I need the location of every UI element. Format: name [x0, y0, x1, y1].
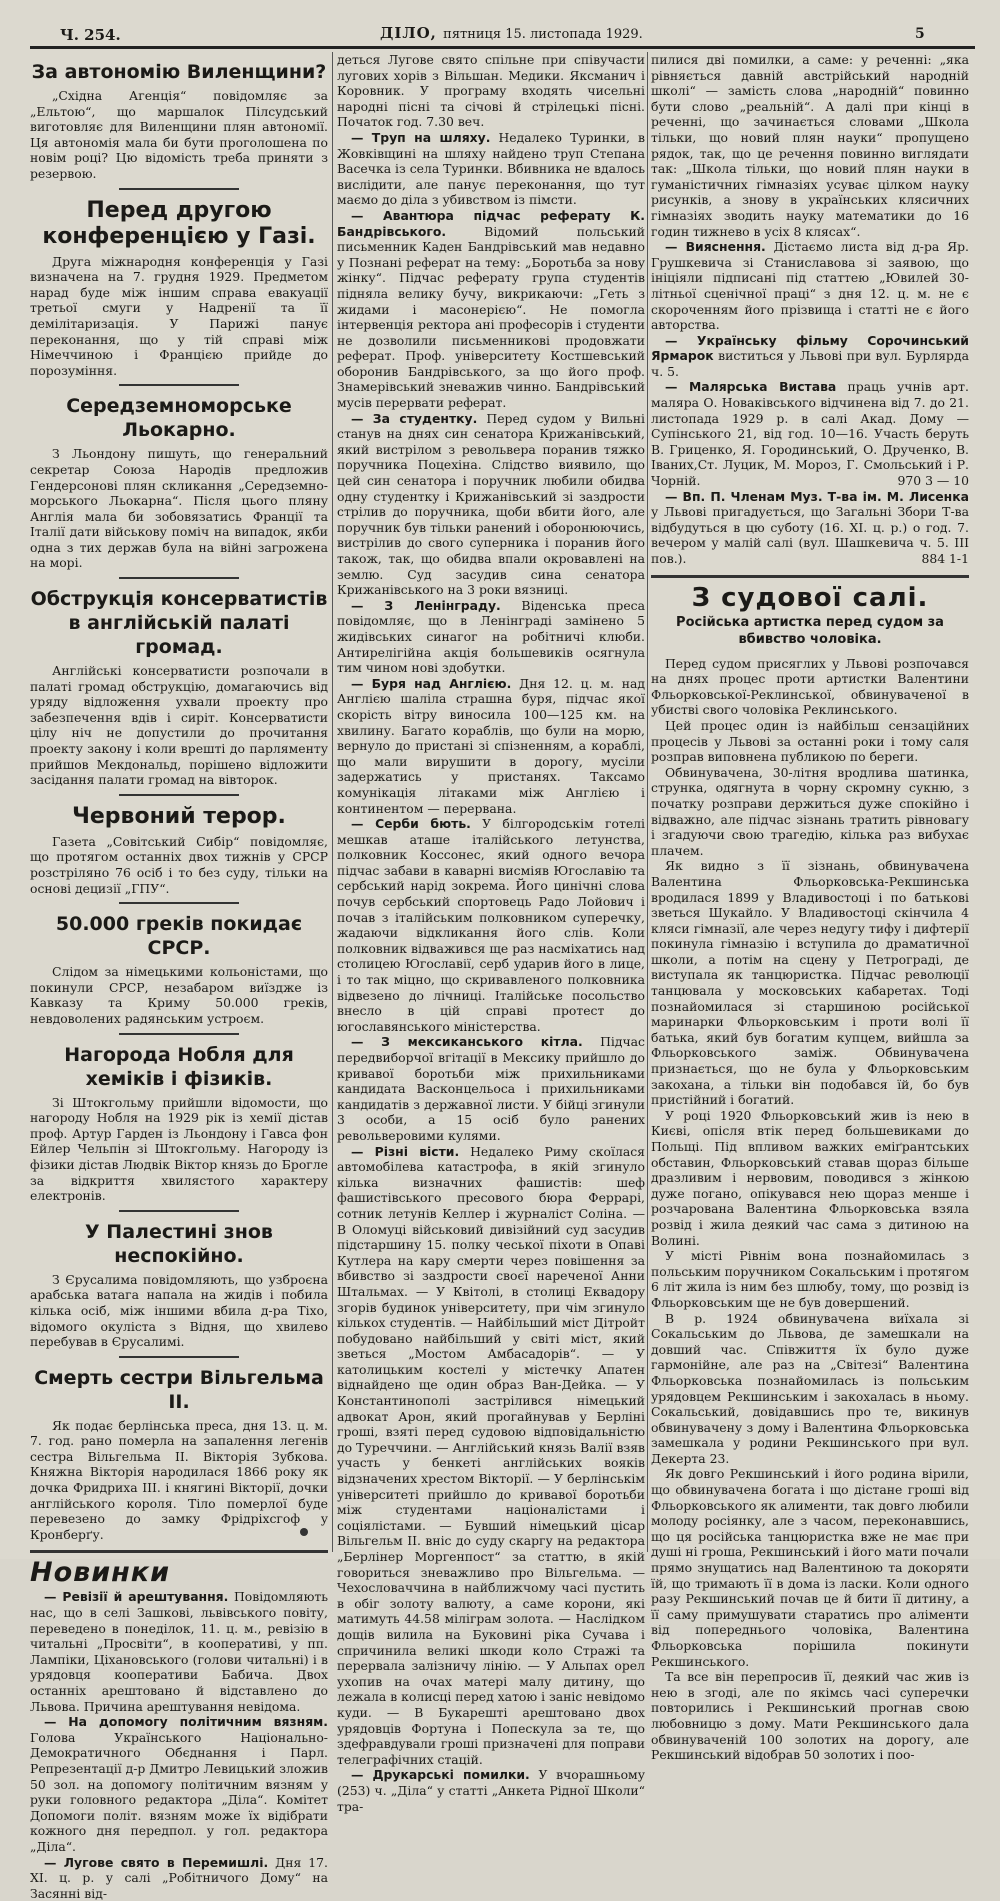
- news-item: [337, 816, 645, 1034]
- news-lead: — Друкарські помилки.: [351, 1767, 530, 1783]
- news-lead: — Вп. П. Членам Муз. Т-ва ім. М. Лисенка: [665, 488, 969, 504]
- article-text: Друга міжнародня конференція у Газі визначена на 7. грудня 1929. Предметом нарад буде між іншим справа евакуації третьої смуги у Надренії та її демілітаризація. У Парижі панує переконання, що у тій справі між Німеччиною і Францією прийде до порозуміння.: [30, 253, 328, 378]
- article-title: У Палестині знов неспокійно.: [85, 1220, 273, 1267]
- news-item: [337, 1034, 645, 1143]
- news-text: У білгородськім готелі мешкав аташе італійського летунства, полковник Коссонес, який одного вечора підчас забави в каварні висміяв Югославію та сербський нарід зокрема. Його цинічні слова почув сербський спортовець Радо Лойович і почав з італійським полковником суперечку, жадаючи відкликання його слів. Коли полковник відважився ще раз насміхатись над столицею Югославії, серб ударив його в лице, і то так міцно, що скривавленого полковника відвезено до лічниці. Італійське посольство внесло в цій справі протест до югославянського міністерства.: [337, 816, 645, 1034]
- issue-number: Ч. 254.: [60, 26, 121, 44]
- news-lead: — Труп на шляху.: [351, 129, 491, 145]
- article-title: Червоний терор.: [72, 803, 286, 829]
- article-text: Слідом за німецькими кольоністами, що покинули СРСР, незабаром виїздже із Кавказу та Криму 50.000 греків, невдоволених радянським устроєм.: [30, 964, 328, 1026]
- article-title: Середземноморське Льокарно.: [66, 395, 292, 442]
- paper-title: ДІЛО,: [380, 24, 437, 42]
- ad-code: 970 3 — 10: [897, 473, 969, 489]
- news-text: Відомий польський письменник Каден Бандрівський мав недавно у Познані реферат на тему: „Боротьба за нову жінку“. Підчас реферату група студентів підняла велику бучу, викрикаючи: „Геть з жидами і масонерією“. Не помогла інтервенція ректора ані професорів і студенти не дозволили письменникові продовжати реферат. Проф. університету Костшевський оборонив Бандрівського, за що його проф. Знамерівський зневажив чинно. Бандрівський мусів перервати реферат.: [337, 223, 645, 411]
- news-list: [30, 1589, 328, 1901]
- news-text: пилися дві помилки, а саме: у реченні: „яка рівняється давній австрійський народній школі“ — замість слова „народній“ повинно бути слово „реальній“. А далі при кінці в реченні, що зачинається словами „Школа тільки, що новий плян науки“ пропущено рядок, так, що це речення повинно виглядати так: „Школа тільки, що новий плян науки в гуманістичних гімназіях усуває цілком науку рисунків, а знову в українських клясичних гімназіях зводить науку математики до 16 годин тижнево в усіх 8 клясах“.: [651, 52, 969, 239]
- article-text: Газета „Совітський Сибір“ повідомляє, що протягом останніх двох тижнів у СРСР розстріляно 76 осіб і то без суду, тільки на основі децизії „ГПУ“.: [30, 833, 328, 896]
- article-text: У місті Рівнім вона познайомилась з польським поручником Сокальським і протягом 6 літ жила із ним без шлюбу, тому, що розвід із Фльорковським ще не був довершений.: [651, 1248, 969, 1310]
- news-item: [651, 239, 969, 333]
- separator: [119, 902, 239, 904]
- news-item: [337, 208, 645, 411]
- article-title: Нагорода Нобля для хеміків і фізиків.: [64, 1043, 294, 1090]
- news-lead: — З Ленінграду.: [351, 597, 501, 613]
- news-item: [337, 411, 645, 598]
- section-title-court: З судової салі.: [691, 582, 929, 613]
- separator: [119, 1033, 239, 1035]
- news-item: [337, 1767, 645, 1814]
- page-header: [0, 0, 1000, 52]
- news-text: Голова Українського Національно-Демократичного Обєднання і Парл. Репрезентації д-р Дмитро Левицький зложив 50 зол. на допомогу політичним вязням у руки головного редактора „Діла“. Комітет Допомоги політ. вязням може їх відібрати кожного дня передпол. у гол. редактора „Діла“.: [30, 1729, 328, 1854]
- news-item: [30, 1855, 328, 1901]
- column-1: [30, 52, 328, 1901]
- article-text: „Східна Агенція“ повідомляє за „Ельтою“, що маршалок Пілсудський виготовляє для Виленщини плян автономії. Ця автономія мала би бути проголошена по новім році? Цю відомість треба приняти з резервою.: [30, 88, 328, 181]
- news-text: У вчорашньому (253) ч. „Діла“ у статті „Анкета Рідної Школи“ тра-: [337, 1767, 645, 1814]
- section-rule: [651, 575, 969, 578]
- section-rule: [30, 1550, 328, 1553]
- separator: [119, 384, 239, 386]
- news-text: Повідомляють нас, що в селі Зашкові, львівського повіту, переведено в понеділок, 11. ц. м., ревізію в читальні „Просвіти“, в кооперативі, у пп. Лампіки, Ціхановського (голови читальні) і в урядовця кооперативи Бабича. Двох останніх арештовано й відставлено до Львова. Причина арештування невідома.: [30, 1589, 328, 1714]
- article-text: Обвинувачена, 30-літня вродлива шатинка, струнка, одягнута в чорну скромну сукню, з початку розправи держиться дуже спокійно і відважно, але підчас зізнань тратить рівновагу і згадуючи свою трагедію, кілька раз вибухає плачем.: [651, 764, 969, 858]
- article-text: Англійські консерватисти розпочали в палаті громад обструкцію, домагаючись від уряду відложення ухвали проекту про забезпечення вдів і сиріт. Консерватисти цілу ніч не допустили до прочитання проекту закону і коли врешті до парляменту прийшов Мекдональд, порішено відложити засідання палати громад на вівторок.: [30, 663, 328, 788]
- news-text: Віденська преса повідомляє, що в Ленінграді замінено 5 жидівських синагог на робітничі клюби. Антирелігійна акція большевиків осягнула тим чином нові здобутки.: [337, 597, 645, 676]
- masthead: [380, 24, 643, 42]
- news-lead: — Авантюра підчас реферату К. Бандрівського.: [337, 207, 645, 239]
- article-title: Обструкція консерватистів в англійській палаті громад.: [30, 588, 328, 659]
- article-text: Зі Штокгольму прийшли відомости, що нагороду Нобля на 1929 рік із хемії дістав проф. Артур Гарден із Льондону і Гавса фон Ейлер Чельпін зі Штокгольму. Нагороду із фізики дістав Людвік Віктор князь до Брогле за відкриття хвилястого характеру електронів.: [30, 1094, 328, 1204]
- news-lead: — Малярська Виставa: [665, 379, 837, 395]
- news-item: [651, 333, 969, 380]
- section-title-news: Новинки: [30, 1557, 171, 1589]
- news-text: виститься у Львові при вул. Бурлярда ч. 5.: [651, 348, 969, 379]
- news-item: [337, 598, 645, 676]
- news-text: Дня 12. ц. м. над Англією шаліла страшна буря, підчас якої скорість вітру виносила 100—125 км. на хвилину. Багато кораблів, що були на морю, вернуло до пристані зі спізненням, а кораблі, що мали вирушити в дорогу, мусіли задержатись у пристанях. Таксамо комунікація літаками між Англією і континентом — перервана.: [337, 675, 645, 816]
- separator: [119, 1356, 239, 1358]
- separator: [119, 794, 239, 796]
- ad-code: 884 1-1: [921, 551, 969, 566]
- news-item: [30, 1589, 328, 1714]
- article-title: Перед другою конференцією у Газі.: [42, 197, 316, 249]
- news-text: Недалеко Риму скоїлася автомобілева катастрофа, в якій згинуло кілька визначних фашистів: шеф фашистівського пресового бюра Феррарі, сотник летунів Келлер і журналіст Соліна. — В Оломуці військовий дивізійний суд засудив підстаршину 15. полку чеської піхоти в Опаві Кутлера на кару смерти через повішення за вбивство зі заздрости своєї нареченої Анни Штальмах. — У Квітолі, в столиці Еквадору згорів будинок університету, при чім згинуло кількох студентів. — Найбільший міст Дітройт побудовано найбільший у світі міст, який зветься „Мостом Амбасадорів“. — У католицьким костелі у містечку Апатен віднайдено ще один образ Ван-Дейка. — У Константинополі застрілився німецький адвокат Арон, який прогайнував у Берліні гроші, взяті перед судовою відповідальністю до Туреччини. — Англійський князь Валії взяв участь у бенкеті англійських вояків відзначених хрестом Вікторії. — У берлінськім університеті прийшло до кривавої боротьби між студентами націоналістами і соціялістами. — Бувший німецький цісар Вільгельм II. вніс до суду скаргу на редактора „Берлінер Моргенпост“ за статтю, в якій говориться зневажливо про Вільгельма. — Чехословаччина в найближчому часі пустить в обіг золоту валюту, а саме корони, які матимуть 44.58 міліграм золота. — Наслідком дощів вилила на Буковині ріка Сучава і спричинила великі шкоди коло Стражі та перервала залізничу лінію. — У Альпах орел ухопив на очах матері малу дитину, що лежала в колисці перед хатою і заніс невідомо куди. — В Букарешті арештовано двох урядовців Фортуна і Попескула за те, що здефравдували гроші призначені для поправи телеграфічних стацій.: [337, 1143, 645, 1767]
- column-2: [337, 52, 645, 1814]
- article-text: Як видно з її зізнань, обвинувачена Валентина Фльорковська-Рекшинська вродилася 1899 у Владивостоці і по батькові зветься Шукайло. У Владивостоці скінчила 4 кляси гімназії, але через недугу тифу і дифтерії покинула гімназію і вступила до драматичної школи, а потім на сцену у Петроградi, де виступала як танцюристка. Підчас революції танцювала у московських кабаретах. Тоді познайомилася зі старшиною російської маринарки Фльорковським і проти волі її батька, який був богатим купцем, вийшла за Фльорковського заміж. Обвинувачена признається, що не була у Фльорковським закохана, а тільки він подобався їй, бо був пристійний і богатий.: [651, 858, 969, 1108]
- column-3: [651, 52, 969, 1763]
- news-item: [337, 130, 645, 208]
- news-lead: — Буря над Англією.: [351, 675, 512, 691]
- news-text: Підчас передвиборчої вгітації в Мексику прийшло до кривавої боротьби між прихильниками кандидата Васконцельоса і прихильниками кандидатів з державної листи. У бійці згинули 3 особи, а 15 осіб було ранених револьверовими кулями.: [337, 1034, 645, 1143]
- page-number: 5: [915, 26, 925, 42]
- article-text: З Льондону пишуть, що генеральний секретар Союза Народів предложив Гендерсонові плян скликання „Середземно-морського Льокарна“. Після цього пляну Англія мала би зобовязатись Франції та Італії дати військову поміч на випадок, якби одна з тих держав була на війні загрожена на морі.: [30, 446, 328, 571]
- article-title: За автономію Виленщини?: [31, 61, 327, 83]
- news-text: Перед судом у Вильні станув на днях син сенатора Крижанівський, який вистрілом з револьвера поранив тяжко поручника Поцехіна. Слідство виявило, що цей син сенатора і поручник любили обидва одну студентку і Крижанівський зі заздрости стрілив до поручника, щоби вбити його, але поручник був тільки ранений і оборонюючись, вистрілив до свого суперника і поранив його також, так, що обидва впали окровавлені на землю. Суд засудив сина сенатора Крижанівського на 3 роки вязниці.: [337, 410, 645, 598]
- news-text: Дістаємо листа від д-ра Яр. Грушкевича зі Станиславова зі заявою, що ініціяли підписані під статтею „Ювилей 30-літньої сценічної праці“ з дня 12. ц. м. не є скороченням його прізвища і статті не є його авторства.: [651, 239, 969, 333]
- news-text: Недалеко Туринки, в Жовківщині на шляху найдено труп Степана Васечка із села Туринки. Вбивника не вдалось вислідити, але панує переконання, що тут маємо до діла з убивством із пімсти.: [337, 129, 645, 208]
- article-text: Та все він перепросив її, деякий час жив із нею в згоді, але по якімсь часі суперечки повторились і Рекшинський прогнав свою любовницю з дому. Мати Рекшинського дала обвинуваченій 100 золотих на дорогу, але Рекшинський відобрав 50 золотих і поо-: [651, 1669, 969, 1763]
- column-rule: [647, 52, 648, 1552]
- article-title: 50.000 греків покидає СРСР.: [55, 913, 303, 960]
- article-text: З Єрусалима повідомляють, що узброєна арабська ватага напала на жидів і побила кілька осіб, між іншими вбила д-ра Тіхо, відомого окуліста з Відня, що хвилево перебував в Єрусалимі.: [30, 1271, 328, 1350]
- header-rule: [30, 46, 975, 49]
- news-lead: — За студентку.: [351, 410, 478, 426]
- court-subtitle: Російська артистка перед судом за вбивство чоловіка.: [676, 614, 944, 647]
- news-lead: — Вияснення.: [665, 239, 766, 255]
- issue-date: пятниця 15. листопада 1929.: [443, 27, 643, 42]
- news-lead: — Ревізії й арештування.: [44, 1589, 229, 1605]
- news-text: у Львові пригадується, що Загальні Збори Т-ва відбудуться в цю суботу (16. XI. ц. р.) о год. 7. вечером у малій салі (вул. Шашкевича ч. 5. III пов.).: [651, 504, 969, 566]
- news-item: [337, 676, 645, 816]
- news-item: [337, 1144, 645, 1768]
- article-text: У році 1920 Фльорковський жив із нею в Києві, опісля втік перед большевиками до Польщі. Під впливом важких еміґрантських обставин, Фльорковський ставав щораз більше дразливим і нервовим, поводився з жінкою дуже погано, опікувався нею щораз менше і розчарована Валентина Фльорковська взяла розвід і жила деякий час сама з дитиною на Волині.: [651, 1107, 969, 1248]
- column-rule: [332, 52, 333, 1552]
- separator: [119, 188, 239, 190]
- article-text: Перед судом присяглих у Львові розпочався на днях процес проти артистки Валентини Фльорковської-Реклинської, обвинуваченої в убистві свого чоловіка Реклинського.: [651, 655, 969, 718]
- news-text: деться Лугове свято спільне при співучасти лугових хорів з Вільшан. Медики. Яксманич і Коровник. У програму входять чисельні народні пісні та січові й стрілецькі пісні. Початок год. 7.30 веч.: [337, 52, 645, 130]
- news-lead: — На допомогу політичним вязням.: [44, 1714, 328, 1730]
- article-text: Цей процес один із найбільш сензаційних процесів у Львові за останні роки і тому саля розправ виповнена публикою по береги.: [651, 717, 969, 765]
- article-title: Смерть сестри Вільгельма II.: [34, 1366, 324, 1413]
- news-lead: — Лугове свято в Перемишлі.: [44, 1854, 269, 1870]
- news-text: Дня 17. XI. ц. р. у салі „Робітничого Дому“ на Засянні від-: [30, 1854, 328, 1901]
- news-lead: — Українську фільму Сорочинський Ярмарок: [651, 332, 969, 364]
- article-text: Як подає берлінська преса, дня 13. ц. м. 7. год. рано померла на запалення легенів сестра Вільгельма II. Вікторія Зубкова. Княжна Вікторія народилася 1866 року як дочка Фридриха III. і княгині Вікторії, дочки англійського короля. Тіло померлої буде перевезено до замку Фрідріхсгоф у Кронберґу.: [30, 1417, 328, 1542]
- news-lead: — Серби бють.: [351, 816, 471, 832]
- news-text: праць учнів арт. маляра О. Новаківського відчинена від 7. до 21. листопада 1929 р. в салі Акад. Дому — Супінського 21, від год. 10—16. Участь беруть В. Гриценко, Я. Городинський, О. Друченко, В. Іваних,Ст. Луцик, М. Мороз, Г. Смольський і Р. Чорній.: [651, 379, 969, 489]
- separator: [119, 577, 239, 579]
- news-item: [30, 1714, 328, 1854]
- article-text: Як довго Рекшинський і його родина вірили, що обвинувачена богата і що дістане гроші від Фльорковського як алименти, так довго любили молоду росіянку, але з часом, переконавшись, що ця російська танцюристка вже не має при душі ні гроша, Рекшинський і його мати почали прямо знущатись над Валентиною та докоряти їй, що тримають її в дома із ласки. Коли одного разу Рекшинський почав це й бити її дитину, а її саму примушувати старатись про аліменти від попереднього чоловіка, Валентина Фльорковська порішила покинути Рекшинського.: [651, 1466, 969, 1669]
- news-lead: — З мексиканського кітла.: [351, 1034, 583, 1050]
- article-text: В р. 1924 обвинувачена виїхала зі Сокальським до Львова, де замешкали на довший час. Співжиття їх було дуже гармонійне, але раз на „Світезі“ Валентина Фльорковська познайомилась із польським урядовцем Рекшинським і закохалась в ньому. Сокальський, довідавшись про те, викинув обвинувачену з дому і Валентина Фльорковська замешкала у родини Рекшинського при вул. Декерта 23.: [651, 1310, 969, 1466]
- ink-dot: [300, 1528, 308, 1536]
- separator: [119, 1210, 239, 1212]
- news-item: [651, 379, 969, 488]
- news-lead: — Різні вісти.: [351, 1143, 460, 1159]
- news-item: [651, 489, 969, 567]
